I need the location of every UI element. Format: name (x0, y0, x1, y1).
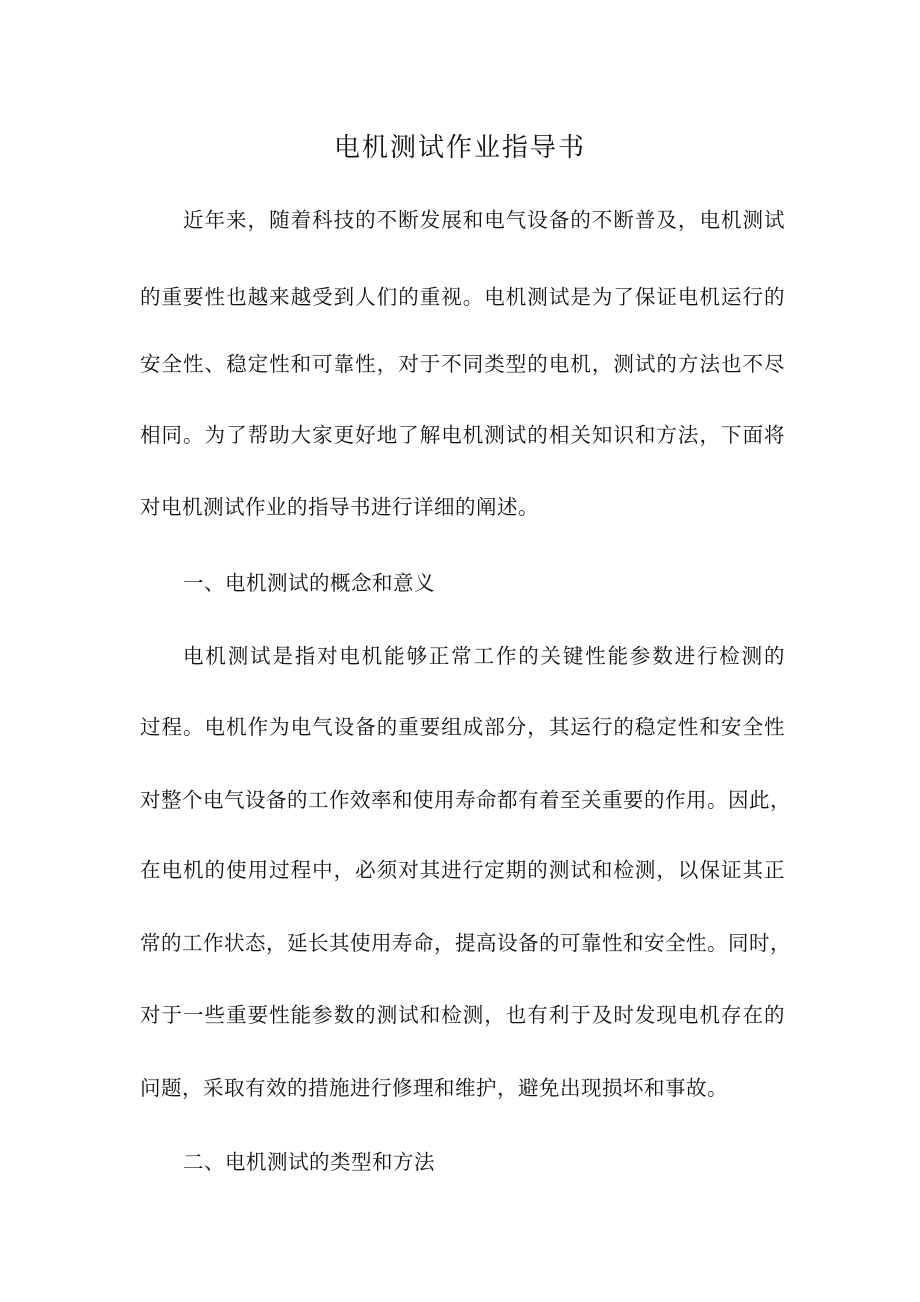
section-1-line-6: 对于一些重要性能参数的测试和检测，也有利于及时发现电机存在的 (140, 1003, 785, 1027)
section-1-line-7: 问题，采取有效的措施进行修理和维护，避免出现损坏和事故。 (140, 1076, 728, 1100)
intro-line-4: 相同。为了帮助大家更好地了解电机测试的相关知识和方法，下面将 (140, 423, 785, 447)
section-1-line-3: 对整个电气设备的工作效率和使用寿命都有着至关重要的作用。因此， (140, 788, 791, 812)
document-title: 电机测试作业指导书 (333, 133, 586, 163)
section-1-heading: 一、电机测试的概念和意义 (183, 571, 435, 595)
section-1-line-1: 电机测试是指对电机能够正常工作的关键性能参数进行检测的 (183, 644, 785, 668)
intro-line-5: 对电机测试作业的指导书进行详细的阐述。 (140, 495, 539, 519)
intro-line-1: 近年来，随着科技的不断发展和电气设备的不断普及，电机测试 (183, 208, 785, 232)
section-1-line-5: 常的工作状态，延长其使用寿命，提高设备的可靠性和安全性。同时， (140, 931, 791, 955)
section-1-line-4: 在电机的使用过程中，必须对其进行定期的测试和检测，以保证其正 (140, 858, 785, 882)
intro-line-2: 的重要性也越来越受到人们的重视。电机测试是为了保证电机运行的 (140, 285, 785, 309)
section-1-line-2: 过程。电机作为电气设备的重要组成部分，其运行的稳定性和安全性 (140, 715, 785, 739)
section-2-heading: 二、电机测试的类型和方法 (183, 1150, 435, 1174)
intro-line-3: 安全性、稳定性和可靠性，对于不同类型的电机，测试的方法也不尽 (140, 352, 785, 376)
